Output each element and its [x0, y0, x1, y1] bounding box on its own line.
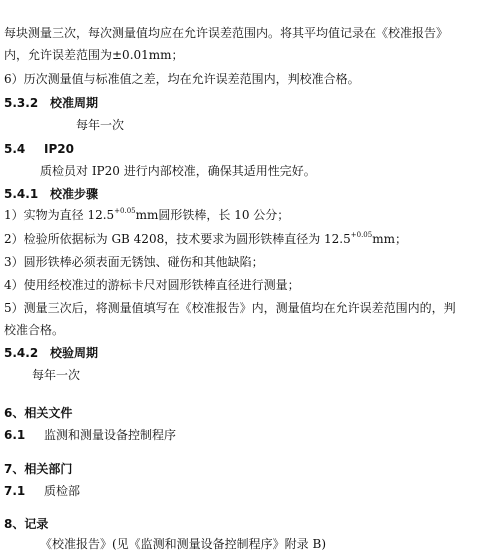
period-text-5-4-2: 每年一次 — [32, 368, 81, 382]
item-7-1 — [4, 483, 80, 499]
step-1-text-end: mm圆形铁棒，长 10 公分； — [135, 208, 290, 222]
step-3: 3）圆形铁棒必须表面无锈蚀、碰伤和其他缺陷； — [4, 255, 264, 269]
heading-7: 7、相关部门 — [4, 462, 73, 476]
step-2-text-end: mm； — [372, 232, 407, 246]
heading-5-4-1 — [4, 186, 98, 202]
section-title: 校验周期 — [50, 346, 99, 360]
section-number: 7.1 — [4, 484, 26, 498]
section-number: 5.4.2 — [4, 346, 39, 360]
item-text: 质检部 — [44, 484, 81, 498]
step-4: 4）使用经校准过的游标卡尺对圆形铁棒直径进行测量； — [4, 278, 300, 292]
section-title: IP20 — [44, 142, 74, 156]
section-title: 校准周期 — [50, 96, 99, 110]
heading-6: 6、相关文件 — [4, 406, 73, 420]
record-text: 《校准报告》(见《监测和测量设备控制程序》附录 B) — [40, 537, 326, 551]
section-title: 校准步骤 — [50, 187, 99, 201]
item-text: 监测和测量设备控制程序 — [44, 428, 177, 442]
para-5-4: 质检员对 IP20 进行内部校准，确保其适用性完好。 — [40, 164, 316, 178]
section-number: 5.4.1 — [4, 187, 39, 201]
step-2 — [4, 231, 407, 247]
step-1 — [4, 207, 289, 223]
step-1-text: 1）实物为直径 12.5 — [4, 208, 115, 222]
tolerance-superscript: +0.05 — [114, 207, 136, 215]
section-number: 5.4 — [4, 142, 26, 156]
heading-5-3-2 — [4, 95, 98, 111]
step-5-line-1: 5）测量三次后，将测量值填写在《校准报告》内，测量值均在允许误差范围内的，判 — [4, 301, 456, 315]
tolerance-superscript: +0.05 — [350, 231, 373, 239]
para-line-2: 内，允许误差范围为±0.01mm； — [4, 48, 184, 62]
heading-8: 8、记录 — [4, 517, 49, 531]
heading-5-4 — [4, 141, 74, 157]
step-2-text: 2）检验所依据标为 GB 4208，技术要求为圆形铁棒直径为 12.5 — [4, 232, 351, 246]
section-number: 5.3.2 — [4, 96, 39, 110]
period-text-5-3-2: 每年一次 — [76, 118, 125, 132]
step-5-line-2: 校准合格。 — [4, 323, 65, 337]
section-number: 6.1 — [4, 428, 26, 442]
item-6: 6）历次测量值与标准值之差，均在允许误差范围内，判校准合格。 — [4, 72, 360, 86]
item-6-1 — [4, 427, 176, 443]
para-line-1: 每块测量三次，每次测量值均应在允许误差范围内。将其平均值记录在《校准报告》 — [4, 26, 449, 40]
heading-5-4-2 — [4, 345, 98, 361]
